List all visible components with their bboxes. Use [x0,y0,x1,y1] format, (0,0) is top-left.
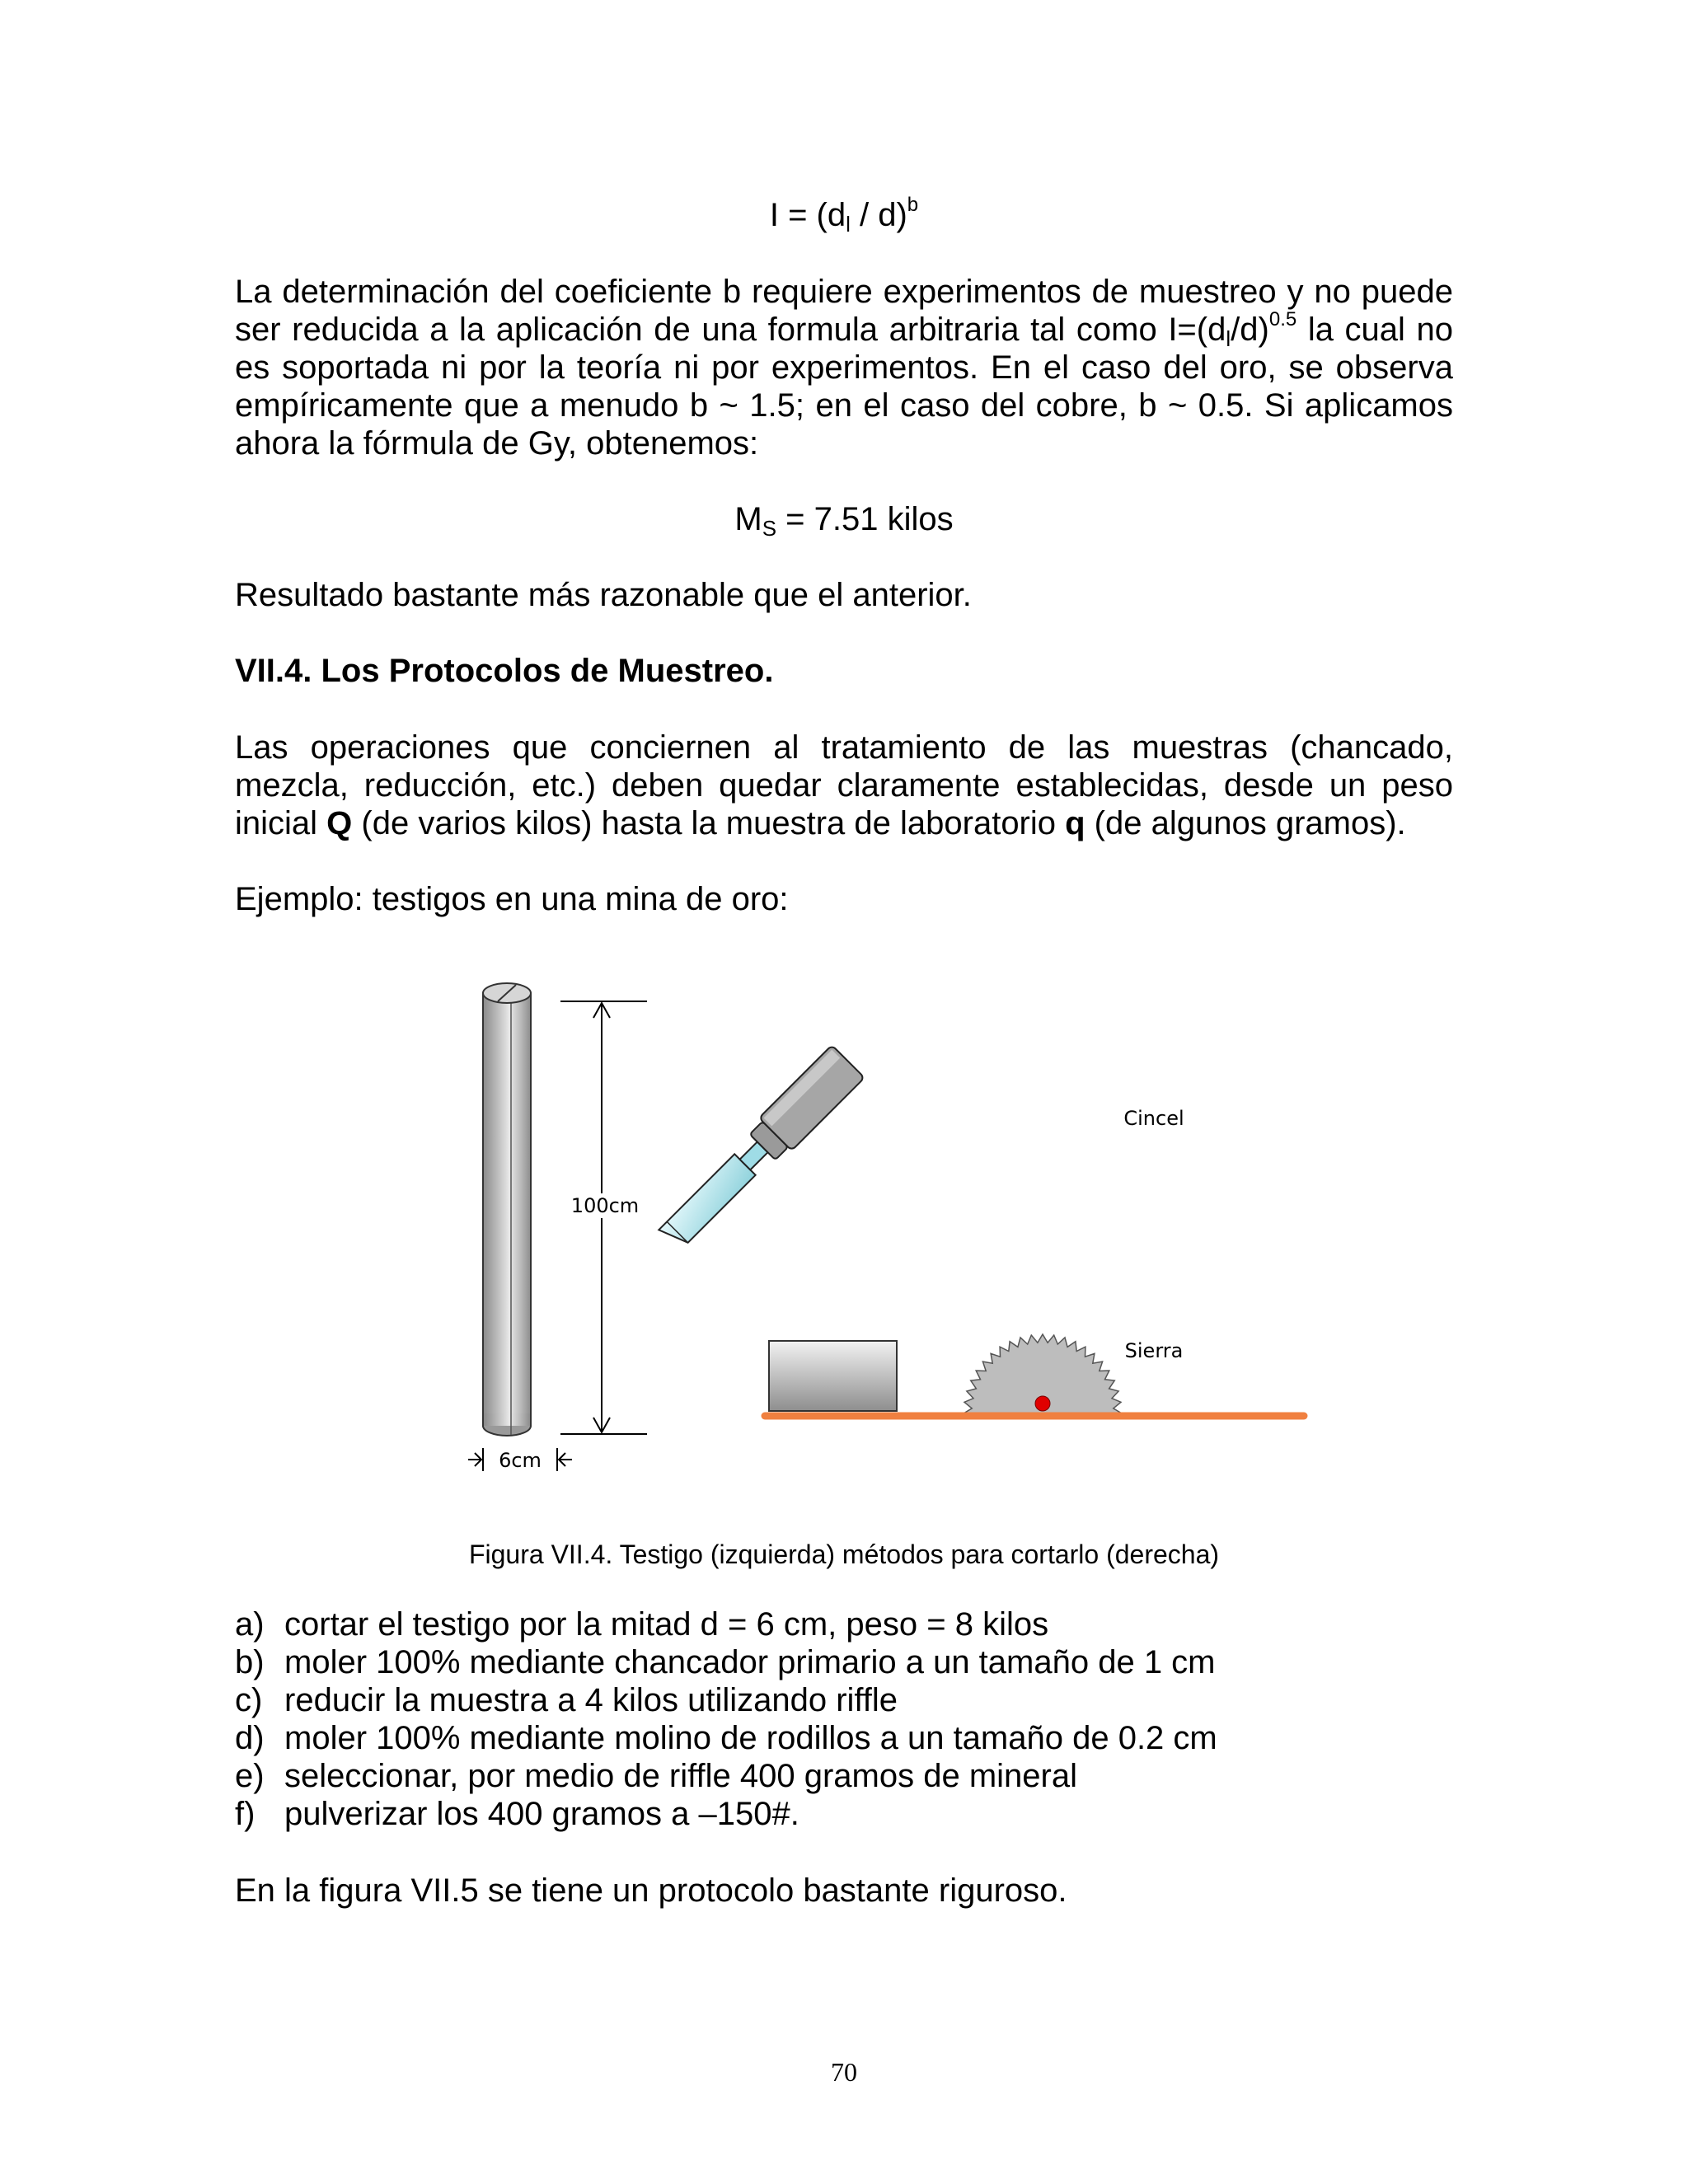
list-item-text: seleccionar, por medio de riffle 400 gramos de mineral [284,1758,1077,1794]
paragraph-text: /d) [1231,312,1269,348]
list-item-text: cortar el testigo por la mitad d = 6 cm, peso = 8 kilos [284,1606,1049,1643]
paragraph-text: (de varios kilos) hasta la muestra de laboratorio [352,805,1066,841]
protocol-steps-list [235,1605,1453,1833]
width-dimension [468,1448,572,1472]
list-item-label: a) [235,1606,265,1643]
formula-text: I = (d [769,197,846,233]
list-item-label: d) [235,1720,265,1756]
list-item [235,1757,1453,1795]
list-item-text: reducir la muestra a 4 kilos utilizando riffle [284,1682,898,1718]
list-item-label: e) [235,1758,265,1794]
page-number: 70 [831,2057,857,2087]
list-item-label: b) [235,1644,265,1680]
formula-subscript: l [846,212,851,237]
list-item [235,1605,1453,1643]
list-item [235,1681,1453,1719]
formula-sampling-factor [0,194,1688,237]
width-label: 6cm [499,1449,542,1472]
paragraph-text: Las operaciones que conciernen al tratamiento de las muestras (chancado, mezcla, reducción, etc.) deben quedar claramente establecidas, desde un peso inicial [235,729,1453,841]
inline-exponent: 0.5 [1268,308,1297,330]
core-sample-cylinder [483,983,531,1436]
paragraph-text: La determinación del coeficiente b requiere experimentos de muestreo y no puede ser reducida a la aplicación de una formula arbitraria tal como I=(d [235,274,1453,348]
figure-core-cutting [429,968,1319,1496]
paragraph-text: (de algunos gramos). [1085,805,1406,841]
list-item-text: pulverizar los 400 gramos a –150#. [284,1796,799,1832]
section-heading: VII.4. Los Protocolos de Muestreo. [235,653,774,689]
bold-symbol: q [1065,805,1085,841]
formula-sample-mass [0,500,1688,541]
list-item-text: moler 100% mediante chancador primario a un tamaño de 1 cm [284,1644,1216,1680]
inline-subscript: l [1226,326,1231,351]
formula-subscript: S [762,516,777,541]
paragraph-coefficient-b [235,273,1453,462]
height-dimension [560,1001,647,1434]
list-item [235,1719,1453,1757]
paragraph-operations [235,729,1453,842]
list-item [235,1643,1453,1681]
paragraph-example: Ejemplo: testigos en una mina de oro: [235,881,789,917]
list-item [235,1795,1453,1833]
saw-label: Sierra [1124,1339,1184,1362]
paragraph-result: Resultado bastante más razonable que el anterior. [235,577,972,613]
chisel-label: Cincel [1123,1107,1184,1130]
list-item-label: c) [235,1682,263,1718]
list-item-label: f) [235,1796,256,1832]
saw-blade-icon [964,1334,1122,1413]
height-label: 100cm [570,1194,640,1217]
bold-symbol: Q [326,805,353,841]
figure-caption: Figura VII.4. Testigo (izquierda) métodos para cortarlo (derecha) [468,1540,1220,1569]
sample-block [769,1341,897,1411]
list-item-text: moler 100% mediante molino de rodillos a un tamaño de 0.2 cm [284,1720,1217,1756]
saw-center-dot [1035,1396,1050,1411]
formula-exponent: b [907,194,919,216]
formula-text: / d) [850,197,907,233]
formula-text: M [734,501,762,537]
formula-text: = 7.51 kilos [776,501,954,537]
paragraph-text: la cual no es soportada ni por la teoría ni por experimentos. En el caso del oro, se observa empíricamente que a menudo b ~ 1.5; en el caso del cobre, b ~ 0.5. Si aplicamos ahora la fórmula de Gy, obtenemos: [235,312,1454,462]
chisel-icon [653,1045,865,1257]
paragraph-protocol-reference: En la figura VII.5 se tiene un protocolo bastante riguroso. [235,1872,1067,1909]
